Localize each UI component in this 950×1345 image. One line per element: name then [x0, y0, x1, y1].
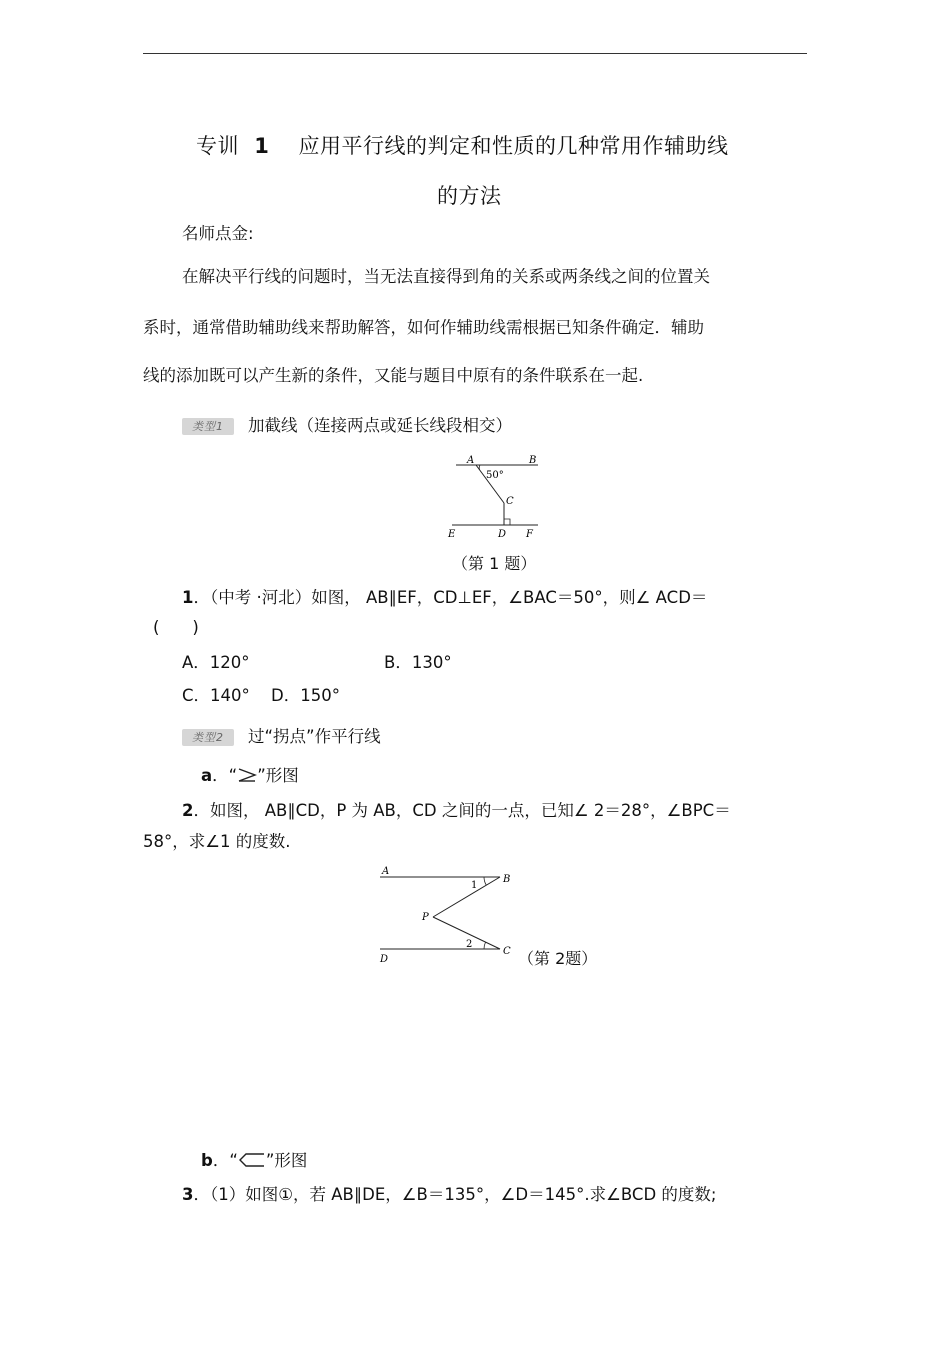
figure-2 [376, 862, 516, 966]
segment-bp [433, 877, 500, 917]
intro-paragraph-line3: 线的添加既可以产生新的条件，又能与题目中原有的条件联系在一起. [143, 366, 644, 385]
intro-paragraph-line2: 系时，通常借助辅助线来帮助解答，如何作辅助线需根据已知条件确定．辅助 [143, 318, 704, 337]
bracket-shape-icon [238, 1152, 266, 1168]
type2-tag: 类型2 [182, 729, 234, 746]
question-3-text: ．（1）如图①，若 AB∥DE，∠B＝135°，∠D＝145°.求∠BCD 的度数; [193, 1185, 717, 1204]
type1-tag: 类型1 [182, 418, 234, 435]
sub-a-letter: a [201, 766, 213, 785]
question-1-text: ．（中考 ·河北）如图， AB∥EF，CD⊥EF，∠BAC＝50°，则∠ ACD＝ [193, 588, 708, 607]
option-c: C．140° [182, 686, 250, 705]
label-b: B [503, 874, 511, 885]
sub-b-open-quote: ．“ [212, 1151, 238, 1170]
question-3-number: 3 [182, 1185, 194, 1204]
angle-arc [479, 465, 480, 470]
label-e: E [448, 529, 456, 540]
angle-1-arc [484, 877, 486, 885]
figure-1 [440, 450, 550, 542]
angle-2-arc [484, 942, 486, 949]
type2-heading-text: 过“拐点”作平行线 [248, 727, 381, 746]
label-f: F [526, 529, 533, 540]
type1-heading-text: 加截线（连接两点或延长线段相交） [248, 416, 512, 435]
label-a: A [382, 866, 390, 877]
page-title-line1 [196, 130, 729, 160]
question-1-line2: ( ) [153, 618, 199, 637]
sub-a-heading [201, 766, 299, 786]
figure-2-caption: （第 2题） [518, 949, 598, 968]
label-b: B [529, 455, 537, 466]
label-a: A [467, 455, 475, 466]
sub-b-heading [201, 1151, 307, 1171]
option-a: A．120° [182, 653, 250, 672]
sub-b-close-text: ”形图 [265, 1151, 308, 1170]
title-prefix: 专训 [196, 134, 239, 158]
option-d: D．150° [271, 686, 340, 705]
title-text: 应用平行线的判定和性质的几种常用作辅助线 [298, 134, 729, 158]
label-angle-1: 1 [471, 880, 478, 891]
label-angle-50: 50° [486, 470, 504, 481]
type1-heading [182, 416, 512, 436]
option-b: B．130° [384, 653, 452, 672]
question-1-line1 [182, 588, 707, 608]
question-3 [182, 1185, 716, 1205]
right-angle-mark [504, 519, 510, 525]
question-2-text: ．如图， AB∥CD，P 为 AB，CD 之间的一点，已知∠ 2＝28°，∠BPC＝ [193, 801, 731, 820]
page-title-line2: 的方法 [437, 184, 502, 208]
question-2-line2: 58°，求∠1 的度数. [143, 832, 291, 851]
label-angle-2: 2 [466, 939, 473, 950]
question-2-line1 [182, 801, 731, 821]
sub-a-close-text: ”形图 [257, 766, 299, 785]
title-number: 1 [254, 134, 270, 158]
figure-1-caption: （第 1 题） [452, 554, 537, 573]
sub-a-open-quote: ．“ [212, 766, 238, 785]
label-d: D [498, 529, 507, 540]
label-c: C [503, 946, 511, 957]
question-2-number: 2 [182, 801, 194, 820]
label-c: C [506, 496, 514, 507]
question-1-number: 1 [182, 588, 194, 607]
z-shape-icon [237, 767, 257, 783]
type2-heading [182, 727, 381, 747]
label-d: D [380, 954, 389, 965]
label-p: P [422, 912, 429, 923]
intro-label: 名师点金: [182, 224, 254, 243]
sub-b-letter: b [201, 1151, 213, 1170]
intro-paragraph-line1: 在解决平行线的问题时，当无法直接得到角的关系或两条线之间的位置关 [182, 267, 710, 286]
header-rule [143, 53, 807, 54]
